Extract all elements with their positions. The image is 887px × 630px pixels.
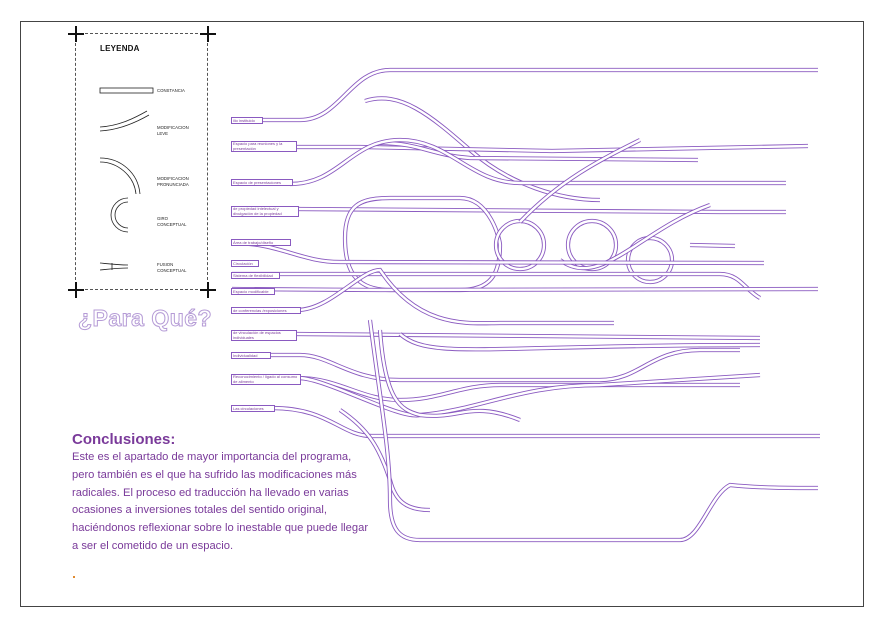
track-label: ilio instituido <box>231 117 263 124</box>
track-label: Individualidad <box>231 352 271 359</box>
track-row-6-inner <box>232 274 760 298</box>
track-fusion-inner <box>690 245 735 246</box>
track-label: Circulación <box>231 260 259 267</box>
track-row-9-inner <box>297 270 614 323</box>
conclusions-title: Conclusiones: <box>72 431 176 448</box>
track-label: Las circulaciones <box>231 405 275 412</box>
track-label: de conferencias /exposiciones <box>231 307 301 314</box>
legend-label-mod-leve: MODIFICACION LEVE <box>157 125 189 136</box>
track-label: Espacio modificable <box>231 288 275 295</box>
track-label: Espacio de presentaciones <box>231 179 293 186</box>
headline-para-que: ¿Para Qué? <box>78 305 213 331</box>
track-bottom-3-inner <box>380 330 520 420</box>
conclusions-body: Este es el apartado de mayor importancia del programa, pero también es el que ha sufrido las modificaciones más radicales. El proceso ed traducción ha llevado en varias ocasiones a inversiones totales del sentido original, haciéndonos reflexionar sobre lo inestable que puede llegar a ser el cometido de un espacio. <box>72 451 369 552</box>
track-label: Espacio para reuniones y la presentación <box>231 141 297 152</box>
track-row-6 <box>232 274 760 298</box>
track-bottom-2-inner <box>370 320 818 540</box>
track-label: de vinculación de espacios individuales <box>231 330 297 341</box>
legend-label-mod-pronunciada: MODIFICACION PRONUNCIADA <box>157 176 189 187</box>
track-label: Reconocimiento / ligado al consumo de alimento <box>231 374 301 385</box>
track-branch-3-inner <box>560 205 710 268</box>
track-label: Sistema de flexibilidad <box>231 272 280 279</box>
track-label: de propiedad intelectual y divulgación de la propiedad <box>231 206 299 217</box>
track-top-inner <box>232 70 818 120</box>
track-row-9 <box>297 270 614 323</box>
conclusions-dot <box>73 576 75 578</box>
legend-title: LEYENDA <box>100 44 140 53</box>
legend-label-constancia: CONSTANCIA <box>157 88 185 93</box>
legend-label-fusion: FUSION CONCEPTUAL <box>157 262 187 273</box>
track-top <box>232 70 818 120</box>
track-bottom-2 <box>370 320 818 540</box>
legend-label-giro: GIRO CONCEPTUAL <box>157 216 187 227</box>
track-label: Área de trabajo/diseño <box>231 239 291 246</box>
track-row-8-inner <box>232 289 818 290</box>
